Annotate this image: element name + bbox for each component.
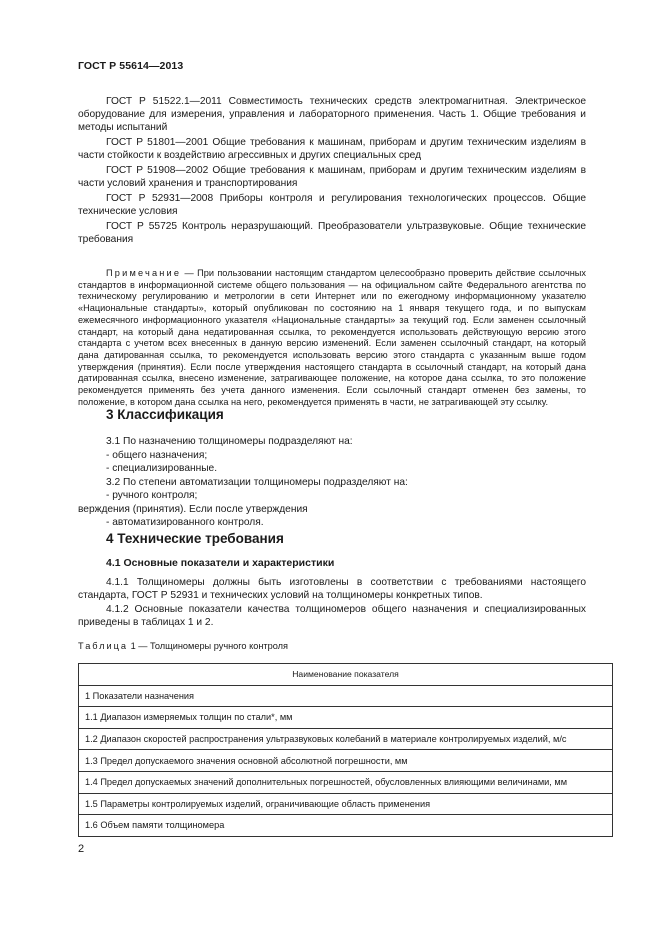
table-caption [78, 641, 288, 651]
clause-4-1-1: 4.1.1 Толщиномеры должны быть изготовлены в соответствии с требованиями настоящего стандарта, ГОСТ Р 52931 и технических условий на толщиномеры конкретных типов. [78, 577, 586, 602]
table-cell: 1.6 Объем памяти толщиномера [79, 815, 613, 837]
subsection-4-1-title: 4.1 Основные показатели и характеристики [106, 557, 335, 569]
document-header: ГОСТ Р 55614—2013 [78, 60, 184, 72]
clause-3-1: 3.1 По назначению толщиномеры подразделяют на: [106, 436, 353, 447]
table-cell: 1.3 Предел допускаемого значения основной абсолютной погрешности, мм [79, 750, 613, 772]
clause-3-2: 3.2 По степени автоматизации толщиномеры подразделяют на: [106, 476, 408, 488]
list-item: - специализированные. [106, 463, 218, 474]
stray-text-line: верждения (принятия). Если после утверждения [78, 503, 308, 515]
list-item: - автоматизированного контроля. [106, 517, 264, 528]
table-cell: 1.1 Диапазон измеряемых толщин по стали*, мм [79, 707, 613, 729]
table-header-cell: Наименование показателя [79, 664, 613, 686]
normative-references [78, 95, 586, 248]
table-row [79, 771, 613, 793]
clause-4-1-2: 4.1.2 Основные показатели качества толщиномеров общего назначения и специализированных приведены в таблицах 1 и 2. [78, 603, 586, 628]
section-3-title: 3 Классификация [106, 407, 224, 422]
list-item: - общего назначения; [106, 449, 208, 461]
requirements-body [78, 576, 586, 629]
reference-item: ГОСТ Р 51522.1—2011 Совместимость технических средств электромагнитная. Электрическое оборудование для измерения, управления и лабораторного применения. Часть 1. Общие требования и методы испытаний [78, 96, 586, 134]
list-item: - ручного контроля; [106, 490, 198, 501]
table-caption-label: Таблица [78, 641, 129, 651]
table-cell: 1.4 Предел допускаемых значений дополнительных погрешностей, обусловленных влияющими величинами, мм [79, 771, 613, 793]
reference-item: ГОСТ Р 52931—2008 Приборы контроля и регулирования технологических процессов. Общие технические условия [78, 192, 586, 218]
table-row [79, 815, 613, 837]
reference-item: ГОСТ Р 55725 Контроль неразрушающий. Преобразователи ультразвуковые. Общие технические требования [78, 220, 586, 246]
table-cell: 1 Показатели назначения [79, 685, 613, 707]
note-text: — При пользовании настоящим стандартом целесообразно проверить действие ссылочных стандартов в информационной системе общего пользования — на официальном сайте Федерального агентства по техническому регулированию и метрологии в сети Интернет или по ежегодному информационному указателю «Национальные стандарты», который опубликован по состоянию на 1 января текущего года, и по выпускам ежемесячного информационного указателя «Национальные стандарты» за текущий год. Если заменен ссылочный стандарт, на который дана недатированная ссылка, то рекомендуется использовать действующую версию этого стандарта с учетом всех внесенных в данную версию изменений. Если заменен ссылочный стандарт, на который дана датированная ссылка, то рекомендуется использовать версию этого стандарта с указанным выше годом утверждения (принятия). Если после утверждения настоящего стандарта в ссылочный стандарт, на который дана датированная ссылка, внесено изменение, затрагивающее положение, на которое дана ссылка, то это положение рекомендуется применять без учета данного изменения. Если ссылочный стандарт отменен без замены, то положение, в котором дана ссылка на него, рекомендуется применять в части, не затрагивающей эту ссылку. [78, 268, 586, 407]
section-4-title: 4 Технические требования [106, 531, 284, 546]
table-header-row [79, 664, 613, 686]
note-paragraph [78, 268, 586, 408]
page-number: 2 [78, 843, 85, 855]
table-row [79, 685, 613, 707]
table-row [79, 728, 613, 750]
indicators-table [78, 663, 613, 837]
table-row [79, 793, 613, 815]
reference-item: ГОСТ Р 51801—2001 Общие требования к машинам, приборам и другим техническим изделиям в части стойкости к воздействию агрессивных и других специальных сред [78, 137, 586, 162]
table-row [79, 707, 613, 729]
note-label: Примечание [106, 268, 182, 278]
classification-body [78, 435, 586, 530]
table-cell: 1.2 Диапазон скоростей распространения ультразвуковых колебаний в материале контролируемых изделий, м/с [79, 728, 613, 750]
table-caption-text: 1 — Толщиномеры ручного контроля [128, 641, 288, 651]
table-row [79, 750, 613, 772]
table-cell: 1.5 Параметры контролируемых изделий, ограничивающие область применения [79, 793, 613, 815]
reference-item: ГОСТ Р 51908—2002 Общие требования к машинам, приборам и другим техническим изделиям в части условий хранения и транспортирования [78, 165, 586, 190]
